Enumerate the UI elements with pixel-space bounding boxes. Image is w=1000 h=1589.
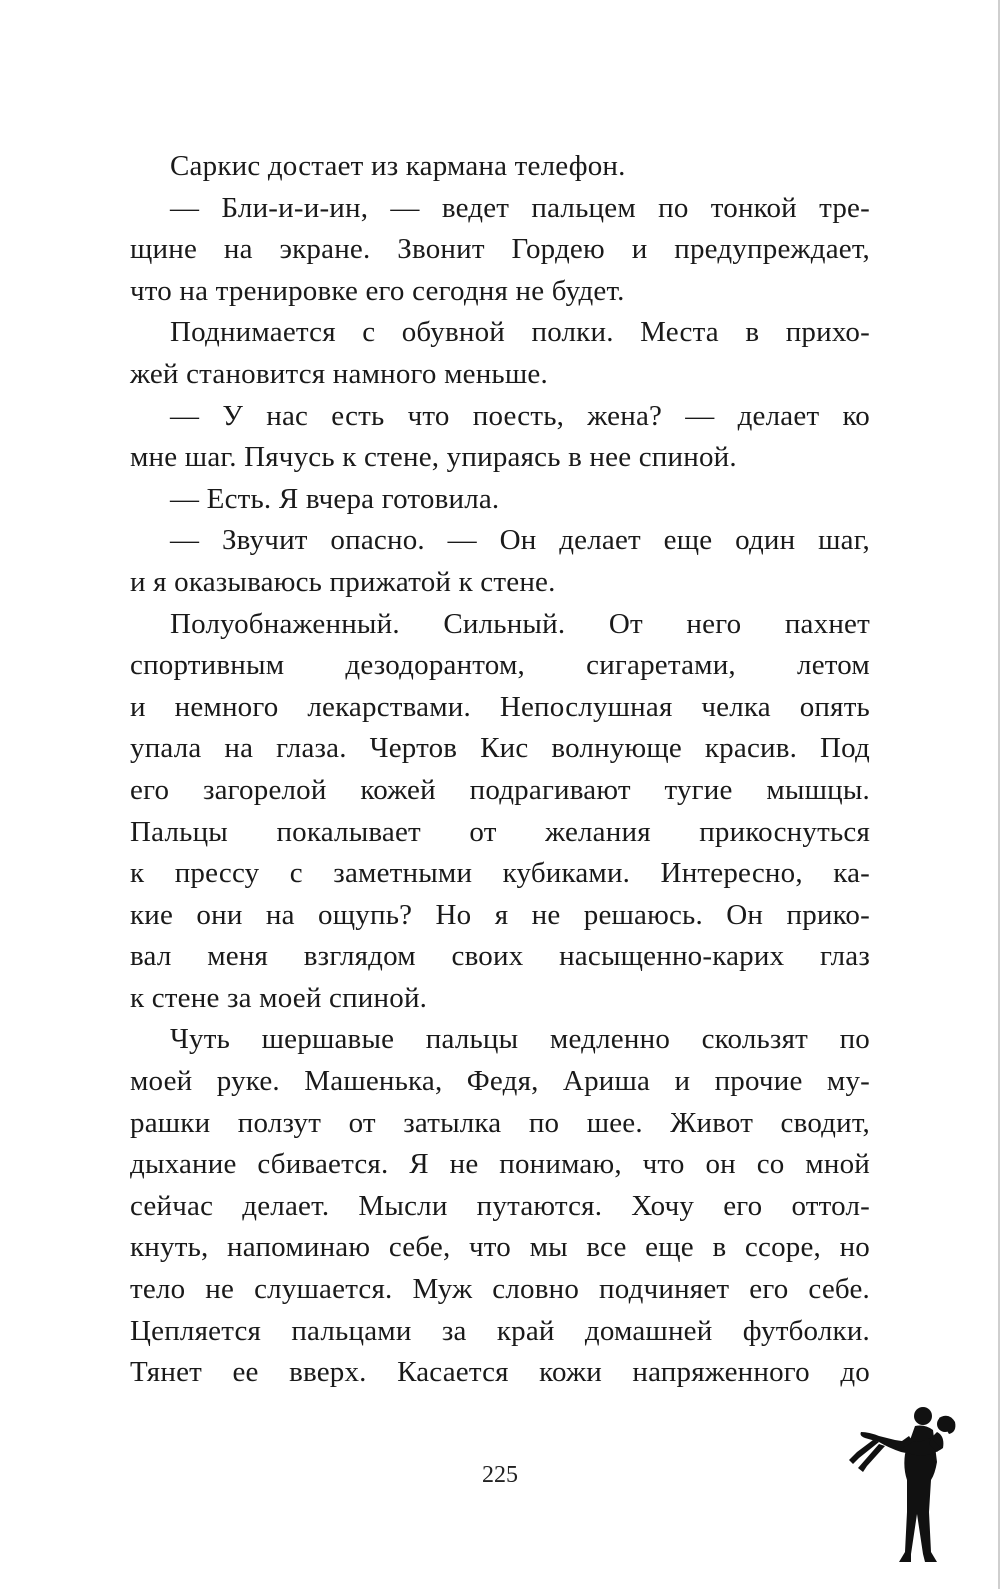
- text-line: и немного лекарствами. Непослушная челка опять: [130, 690, 870, 723]
- text-line: — Бли-и-и-ин, — ведет пальцем по тонкой тре-: [170, 191, 870, 224]
- text-line: щине на экране. Звонит Гордею и предупреждает,: [130, 233, 870, 266]
- text-line: Саркис достает из кармана телефон.: [170, 150, 626, 182]
- text-line: Поднимается с обувной полки. Места в прихо-: [170, 316, 870, 349]
- text-line: — Есть. Я вчера готовила.: [170, 482, 500, 515]
- text-line: что на тренировке его сегодня не будет.: [130, 274, 625, 307]
- text-line: жей становится намного меньше.: [130, 357, 548, 390]
- couple-silhouette-icon: [845, 1402, 965, 1572]
- text-line: вал меня взглядом своих насыщенно-карих глаз: [130, 940, 870, 973]
- text-line: к стене за моей спиной.: [130, 981, 428, 1014]
- text-line: рашки ползут от затылка по шее. Живот сводит,: [130, 1106, 870, 1139]
- text-line: упала на глаза. Чертов Кис волнующе красив. Под: [130, 732, 870, 765]
- text-line: и я оказываюсь прижатой к стене.: [130, 565, 556, 598]
- text-line: тело не слушается. Муж словно подчиняет его себе.: [130, 1273, 870, 1306]
- text-line: спортивным дезодорантом, сигаретами, летом: [130, 649, 870, 682]
- text-line: — Звучит опасно. — Он делает еще один шаг,: [170, 524, 870, 557]
- text-line: Тянет ее вверх. Касается кожи напряженного до: [130, 1356, 870, 1389]
- text-line: — У нас есть что поесть, жена? — делает ко: [170, 399, 870, 432]
- text-line: моей руке. Машенька, Федя, Ариша и прочие му-: [130, 1065, 870, 1098]
- text-line: Цепляется пальцами за край домашней футболки.: [130, 1314, 870, 1347]
- book-page-text: [130, 146, 870, 1394]
- text-line: его загорелой кожей подрагивают тугие мышцы.: [130, 773, 870, 806]
- text-line: кнуть, напоминаю себе, что мы все еще в ссоре, но: [130, 1231, 870, 1264]
- page-number: 225: [482, 1462, 518, 1488]
- text-line: кие они на ощупь? Но я не решаюсь. Он прико-: [130, 898, 870, 931]
- text-line: Пальцы покалывает от желания прикоснуться: [130, 815, 870, 848]
- text-line: к прессу с заметными кубиками. Интересно, ка-: [130, 857, 870, 890]
- text-line: Полуобнаженный. Сильный. От него пахнет: [170, 607, 870, 640]
- text-line: мне шаг. Пячусь к стене, упираясь в нее спиной.: [130, 441, 737, 474]
- text-line: дыхание сбивается. Я не понимаю, что он со мной: [130, 1148, 870, 1181]
- text-line: сейчас делает. Мысли путаются. Хочу его оттол-: [130, 1189, 870, 1222]
- text-line: Чуть шершавые пальцы медленно скользят по: [170, 1023, 870, 1056]
